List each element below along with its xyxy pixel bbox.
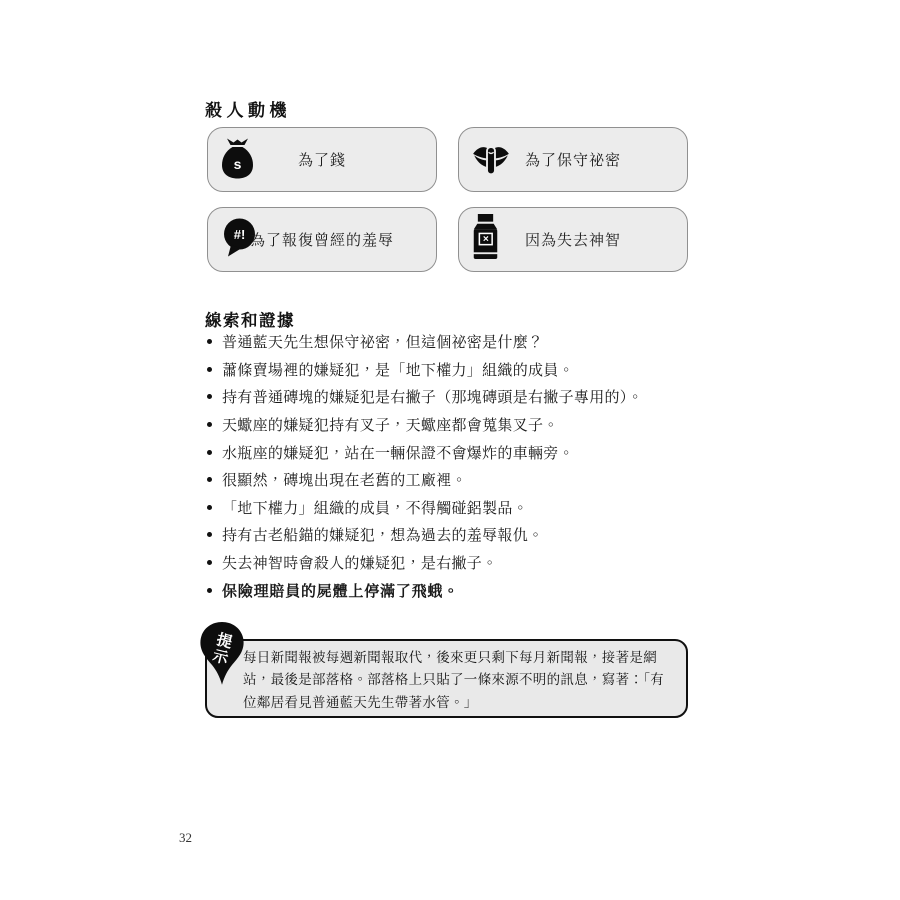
- bullet-dot-icon: [207, 560, 212, 565]
- bullet-dot-icon: [207, 588, 212, 593]
- clue-item: 持有古老船錨的嫌疑犯，想為過去的羞辱報仇。: [205, 521, 700, 549]
- motive-label: 為了保守祕密: [524, 153, 621, 169]
- bullet-dot-icon: [207, 477, 212, 482]
- motive-label: 為了報復曾經的羞辱: [249, 233, 394, 249]
- clue-item: 水瓶座的嫌疑犯，站在一輛保證不會爆炸的車輛旁。: [205, 438, 700, 466]
- svg-text:×: ×: [482, 233, 489, 245]
- clue-item: 天蠍座的嫌疑犯持有叉子，天蠍座都會蒐集叉子。: [205, 411, 700, 439]
- clue-list: [205, 328, 700, 604]
- bullet-dot-icon: [207, 422, 212, 427]
- hint-box: [205, 639, 688, 718]
- hint-text: 每日新聞報被每週新聞報取代，後來更只剩下每月新聞報，接著是網站，最後是部落格。部落格上只貼了一條來源不明的訊息，寫著：「有位鄰居看見普通藍天先生帶著水管。」: [243, 650, 665, 710]
- motive-box-revenge: [207, 207, 437, 272]
- clue-item: 蕭條賣場裡的嫌疑犯，是「地下權力」組織的成員。: [205, 356, 700, 384]
- clue-item: 「地下權力」組織的成員，不得觸碰鋁製品。: [205, 494, 700, 522]
- bullet-dot-icon: [207, 505, 212, 510]
- motive-label: 為了錢: [297, 153, 346, 169]
- svg-text:#!: #!: [233, 226, 246, 242]
- hint-badge-icon: [197, 620, 247, 692]
- motives-heading: 殺人動機: [205, 101, 291, 120]
- page-number: 32: [179, 830, 192, 845]
- clue-item: 失去神智時會殺人的嫌疑犯，是右撇子。: [205, 549, 700, 577]
- bullet-dot-icon: [207, 450, 212, 455]
- bullet-dot-icon: [207, 339, 212, 344]
- bullet-dot-icon: [207, 394, 212, 399]
- clue-item-highlight: 保險理賠員的屍體上停滿了飛蛾。: [205, 576, 700, 604]
- bullet-dot-icon: [207, 532, 212, 537]
- svg-text:提: 提: [214, 631, 234, 652]
- clue-item: 持有普通磚塊的嫌疑犯是右撇子（那塊磚頭是右撇子專用的）。: [205, 383, 700, 411]
- motive-box-insanity: [458, 207, 688, 272]
- svg-text:s: s: [233, 155, 242, 172]
- motive-label: 因為失去神智: [524, 233, 621, 249]
- svg-text:示: 示: [210, 647, 230, 668]
- motive-box-secret: [458, 127, 688, 192]
- motive-box-money: [207, 127, 437, 192]
- clue-item: 普通藍天先生想保守祕密，但這個祕密是什麼？: [205, 328, 700, 356]
- bullet-dot-icon: [207, 367, 212, 372]
- clues-heading: 線索和證據: [205, 312, 295, 330]
- clue-item: 很顯然，磚塊出現在老舊的工廠裡。: [205, 466, 700, 494]
